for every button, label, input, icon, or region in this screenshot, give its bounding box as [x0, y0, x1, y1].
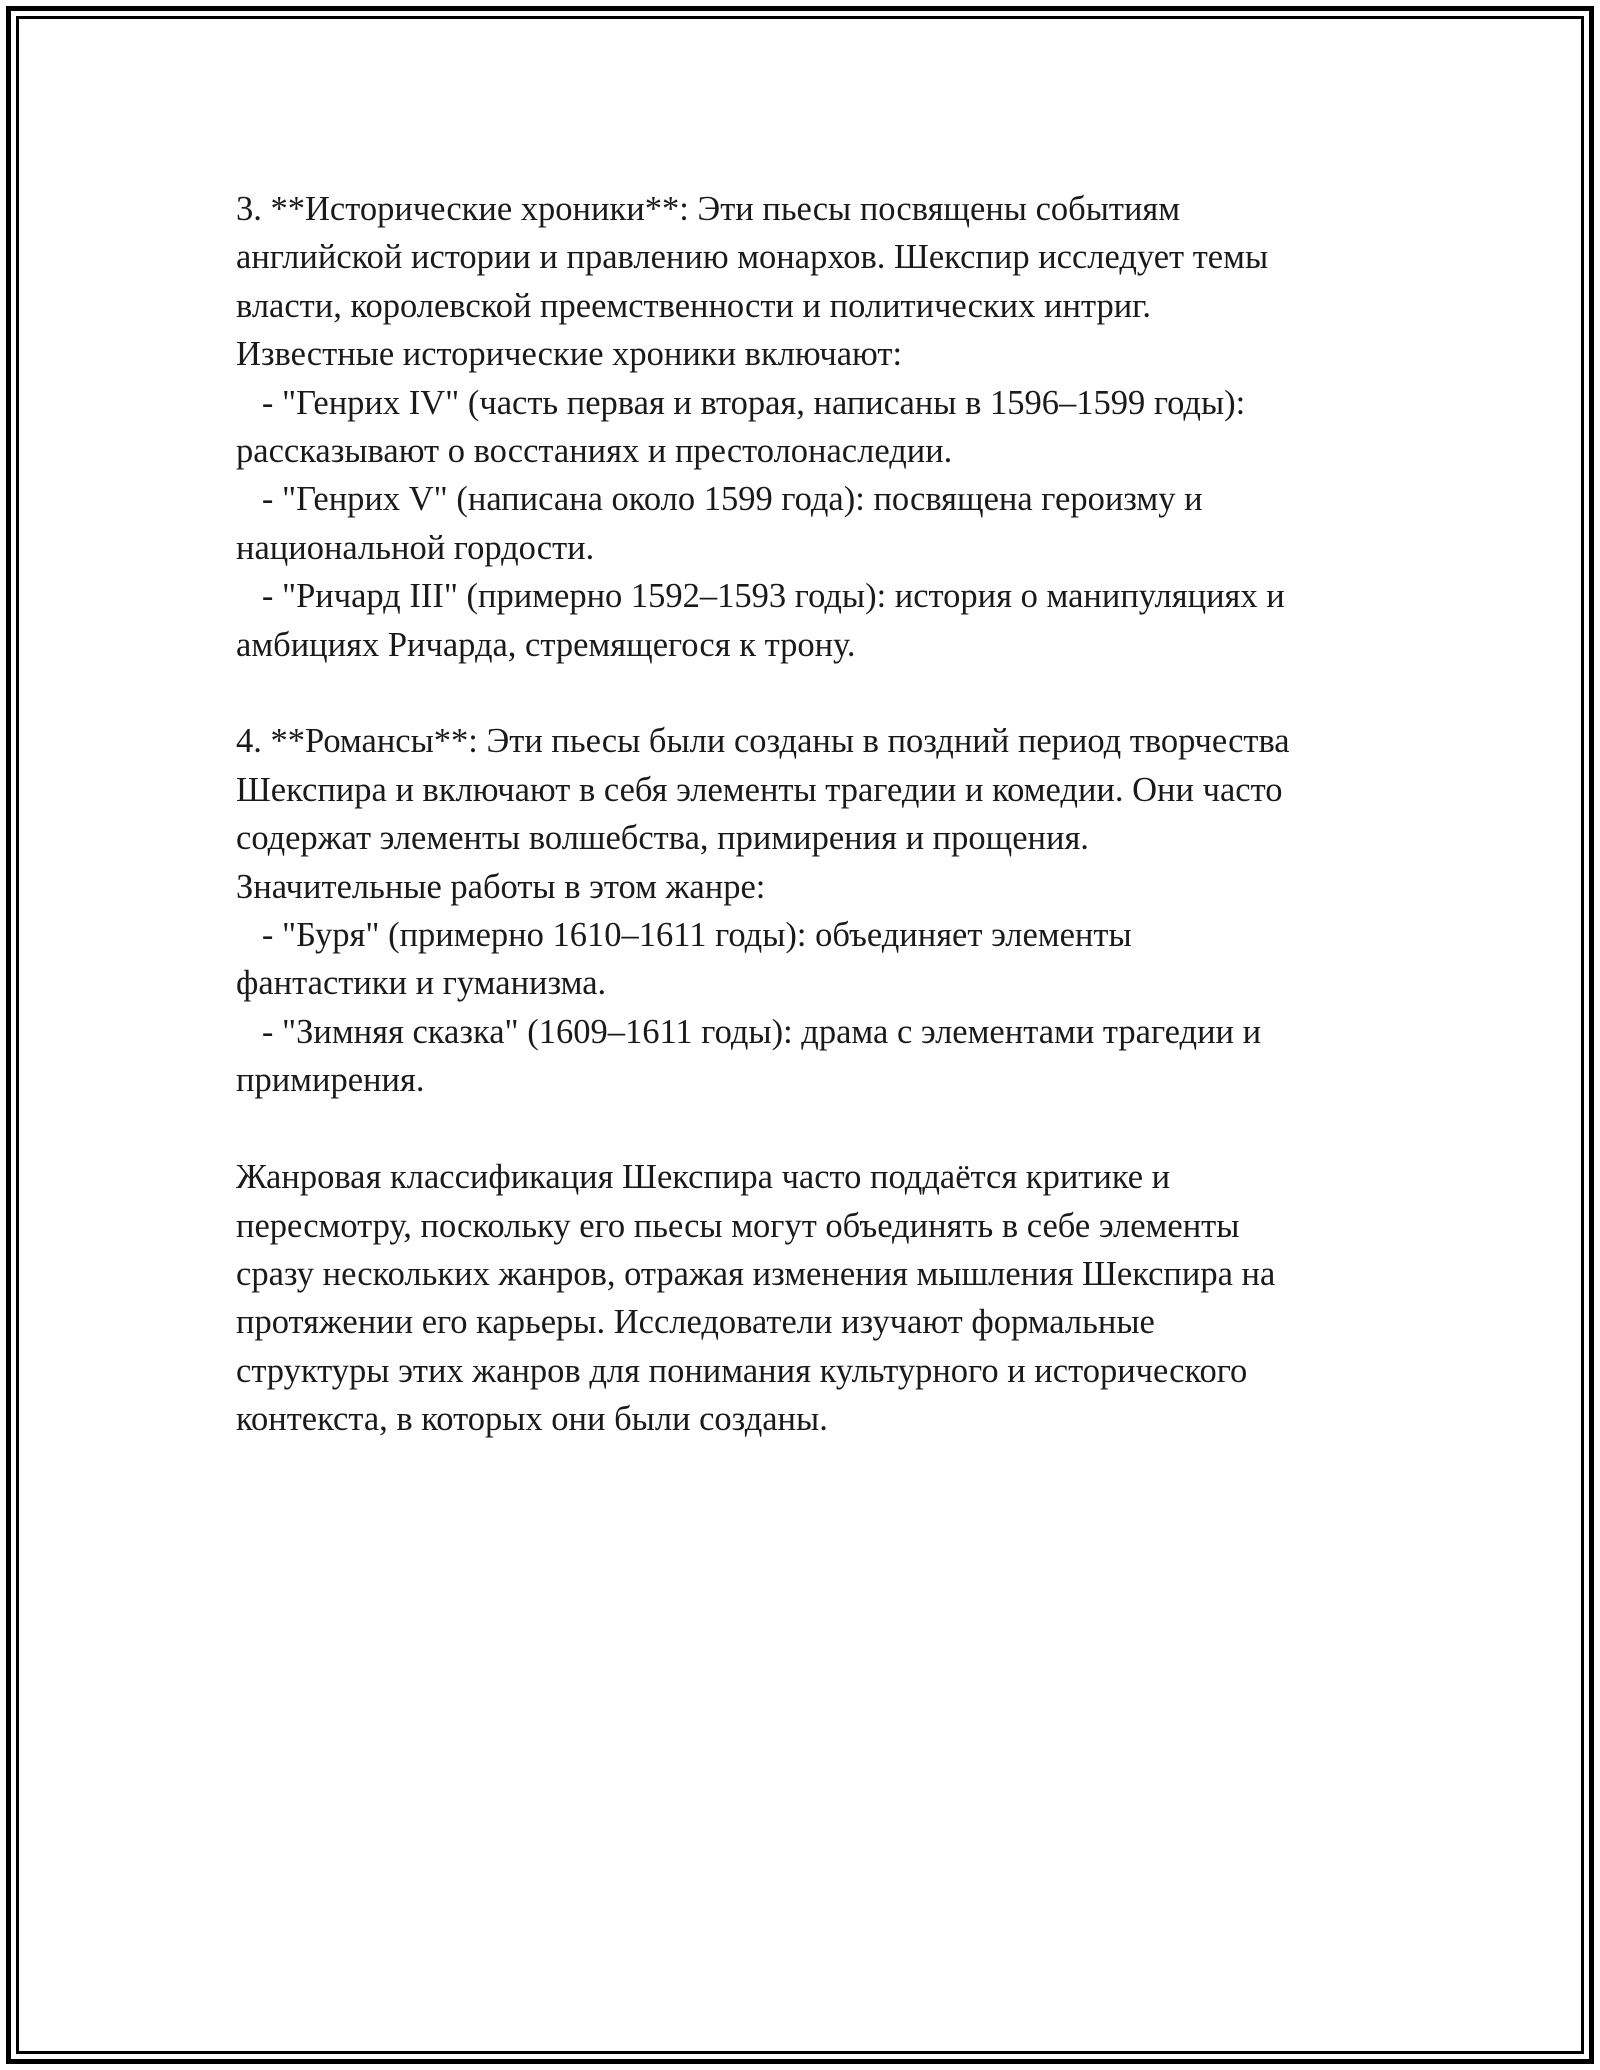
section-historical-chronicles: [236, 185, 1376, 669]
section-conclusion: [236, 1153, 1376, 1443]
text-line: содержат элементы волшебства, примирения и прощения.: [236, 819, 1089, 858]
text-line: протяжении его карьеры. Исследователи изучают формальные: [236, 1303, 1155, 1342]
paragraph-gap: [236, 669, 1376, 717]
section-romances: [236, 717, 1376, 1104]
text-line: пересмотру, поскольку его пьесы могут объединять в себе элементы: [236, 1206, 1240, 1245]
text-line: амбициях Ричарда, стремящегося к трону.: [236, 625, 856, 664]
text-line: примирения.: [236, 1061, 425, 1100]
text-line: Жанровая классификация Шекспира часто поддаётся критике и: [236, 1158, 1171, 1197]
document-body: [236, 185, 1376, 1444]
text-line: Шекспира и включают в себя элементы трагедии и комедии. Они часто: [236, 770, 1283, 809]
list-item-line: - "Генрих V" (написана около 1599 года): посвящена героизму и: [236, 480, 1203, 519]
text-line: английской истории и правлению монархов. Шекспир исследует темы: [236, 238, 1269, 277]
list-item-line: - "Зимняя сказка" (1609–1611 годы): драма с элементами трагедии и: [236, 1012, 1262, 1051]
text-line: рассказывают о восстаниях и престолонаследии.: [236, 432, 953, 471]
text-line: национальной гордости.: [236, 528, 595, 567]
text-line: фантастики и гуманизма.: [236, 964, 607, 1003]
list-item-line: - "Буря" (примерно 1610–1611 годы): объединяет элементы: [236, 916, 1132, 955]
list-item-line: - "Ричард III" (примерно 1592–1593 годы): история о манипуляциях и: [236, 577, 1285, 616]
text-line: 3. **Исторические хроники**: Эти пьесы посвящены событиям: [236, 190, 1181, 228]
list-item-line: - "Генрих IV" (часть первая и вторая, написаны в 1596–1599 годы):: [236, 383, 1246, 422]
text-line: Значительные работы в этом жанре:: [236, 867, 766, 906]
text-line: Известные исторические хроники включают:: [236, 335, 903, 374]
text-line: сразу нескольких жанров, отражая изменения мышления Шекспира на: [236, 1254, 1276, 1293]
paragraph-gap: [236, 1105, 1376, 1153]
text-line: власти, королевской преемственности и политических интриг.: [236, 286, 1152, 325]
text-line: контекста, в которых они были созданы.: [236, 1400, 828, 1439]
text-line: 4. **Романсы**: Эти пьесы были созданы в поздний период творчества: [236, 722, 1290, 761]
text-line: структуры этих жанров для понимания культурного и исторического: [236, 1351, 1248, 1390]
